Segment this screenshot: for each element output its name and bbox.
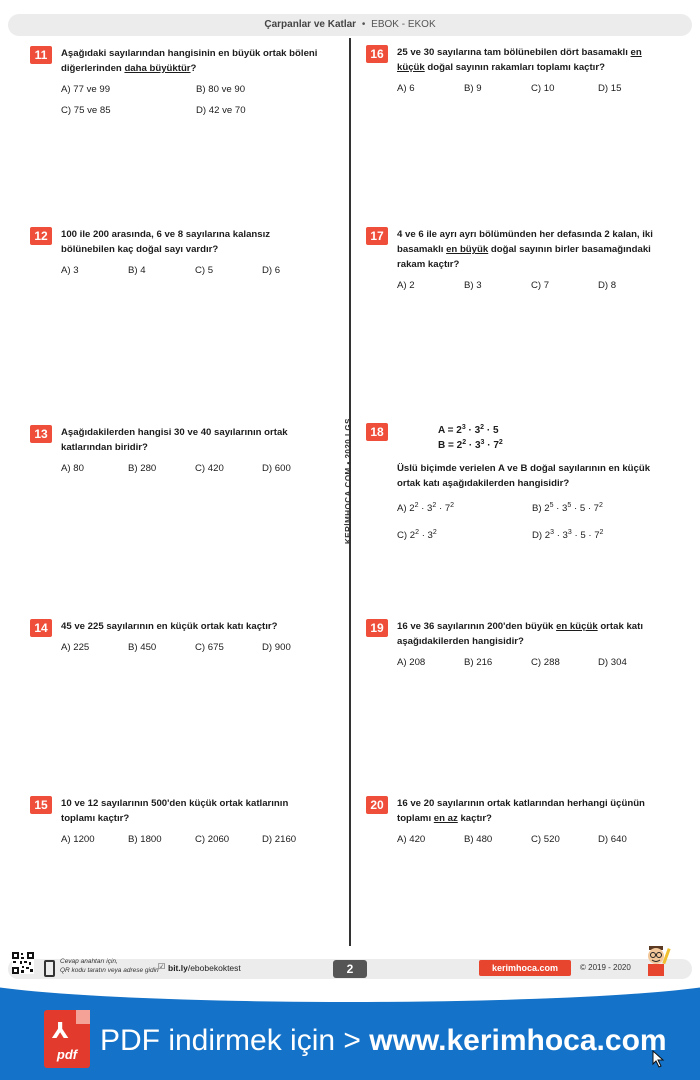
phone-icon — [44, 960, 55, 977]
question-number: 17 — [366, 227, 388, 245]
question-text: 45 ve 225 sayılarının en küçük ortak katı kaçtır? — [61, 621, 278, 632]
question-15 — [30, 796, 320, 853]
question-text: 4 ve 6 ile ayrı ayrı bölümünden her defasında 2 kalan, iki basamaklı en büyük doğal sayının birler basamağındaki rakam kaçtır? — [397, 229, 653, 270]
side-watermark: KERİMHOCA.COM • 2020 LGS — [344, 418, 353, 544]
option-d[interactable]: D) 600 — [262, 463, 291, 474]
option-c[interactable]: C) 5 — [195, 265, 214, 276]
option-d[interactable]: D) 6 — [262, 265, 281, 276]
question-16 — [366, 45, 656, 102]
question-text: 16 ve 20 sayılarının ortak katlarından herhangi üçünün toplamı en az kaçtır? — [397, 798, 645, 824]
mascot-icon — [639, 942, 671, 978]
option-c[interactable]: C) 7 — [531, 280, 550, 291]
option-d[interactable]: D) 15 — [598, 83, 622, 94]
option-d[interactable]: D) $2^3 \cdot 3^3 \cdot 5 \cdot 7^2$ — [532, 529, 604, 541]
option-d[interactable]: D) 640 — [598, 834, 627, 845]
option-a[interactable]: A) $2^2 \cdot 3^2 \cdot 7^2$ — [397, 502, 455, 514]
question-number: 20 — [366, 796, 388, 814]
answer-options — [61, 640, 320, 655]
question-20 — [366, 796, 656, 853]
option-a[interactable]: A) 2 — [397, 280, 415, 291]
brand-badge[interactable]: kerimhoca.com — [479, 960, 571, 976]
question-number: 19 — [366, 619, 388, 637]
option-b[interactable]: B) 3 — [464, 280, 482, 291]
question-text: 25 ve 30 sayılarına tam bölünebilen dört basamaklı en küçük doğal sayının rakamları toplamı kaçtır? — [397, 47, 642, 73]
banner-text[interactable]: PDF indirmek için > www.kerimhoca.com — [100, 1024, 667, 1057]
option-a[interactable]: A) 1200 — [61, 834, 95, 845]
option-a[interactable]: A) 77 ve 99 — [61, 84, 111, 95]
answer-options — [61, 263, 320, 278]
formula-b: $B = 2^2 \cdot 3^3 \cdot 7^2$ — [438, 439, 503, 451]
option-c[interactable]: C) 2060 — [195, 834, 230, 845]
question-text: Üslü biçimde verielen A ve B doğal sayılarının en küçük ortak katı aşağıdakilerden hangisidir? — [397, 463, 651, 489]
answer-key-link[interactable]: bit.ly/ebobekoktest — [168, 963, 241, 973]
copyright: © 2019 - 2020 — [580, 963, 631, 972]
option-c[interactable]: C) 10 — [531, 83, 555, 94]
question-13 — [30, 425, 320, 482]
option-b[interactable]: B) 9 — [464, 83, 482, 94]
question-19 — [366, 619, 656, 676]
option-c[interactable]: C) 520 — [531, 834, 560, 845]
question-number: 14 — [30, 619, 52, 637]
page-number: 2 — [333, 960, 367, 978]
option-a[interactable]: A) 225 — [61, 642, 90, 653]
option-b[interactable]: B) 450 — [128, 642, 157, 653]
option-b[interactable]: B) $2^5 \cdot 3^5 \cdot 5 \cdot 7^2$ — [532, 502, 603, 514]
option-b[interactable]: B) 1800 — [128, 834, 162, 845]
question-17 — [366, 227, 656, 299]
answer-options — [61, 832, 320, 847]
option-d[interactable]: D) 900 — [262, 642, 291, 653]
option-d[interactable]: D) 8 — [598, 280, 617, 291]
page-header — [8, 14, 692, 36]
answer-options — [61, 461, 320, 476]
question-number: 18 — [366, 423, 388, 441]
option-b[interactable]: B) 80 ve 90 — [196, 84, 246, 95]
cursor-icon — [652, 1050, 666, 1068]
answer-options — [397, 81, 656, 96]
checkmark-icon: ☑ — [158, 962, 166, 971]
formula-a: $A = 2^3 \cdot 3^2 \cdot 5$ — [438, 424, 499, 436]
option-d[interactable]: D) 2160 — [262, 834, 297, 845]
option-c[interactable]: C) 420 — [195, 463, 224, 474]
header-topic: Çarpanlar ve Katlar — [264, 19, 357, 30]
answer-options — [61, 82, 320, 118]
option-a[interactable]: A) 208 — [397, 657, 426, 668]
option-b[interactable]: B) 4 — [128, 265, 146, 276]
option-c[interactable]: C) $2^2 \cdot 3^2$ — [397, 529, 437, 541]
question-text: 16 ve 36 sayılarının 200'den büyük en küçük ortak katı aşağıdakilerden hangisidir? — [397, 621, 643, 647]
banner-curve — [0, 986, 700, 1002]
question-text: 10 ve 12 sayılarının 500'den küçük ortak katlarının toplamı kaçtır? — [61, 798, 289, 824]
option-d[interactable]: D) 42 ve 70 — [196, 105, 246, 116]
question-12 — [30, 227, 320, 284]
option-d[interactable]: D) 304 — [598, 657, 627, 668]
pdf-icon[interactable]: ⅄ pdf — [44, 1010, 90, 1068]
answer-options — [397, 655, 656, 670]
question-number: 11 — [30, 46, 52, 64]
option-a[interactable]: A) 3 — [61, 265, 79, 276]
question-number: 12 — [30, 227, 52, 245]
header-subtitle: EBOK - EKOK — [371, 19, 436, 30]
option-a[interactable]: A) 420 — [397, 834, 426, 845]
question-18 — [366, 423, 656, 549]
answer-options — [397, 832, 656, 847]
footer-note: Cevap anahtarı için, QR kodu taratın veya adrese gidin — [60, 958, 159, 974]
option-c[interactable]: C) 675 — [195, 642, 224, 653]
option-b[interactable]: B) 280 — [128, 463, 157, 474]
header-separator: • — [361, 19, 366, 30]
question-text: 100 ile 200 arasında, 6 ve 8 sayılarına kalansız bölünebilen kaç doğal sayı vardır? — [61, 229, 271, 255]
answer-options — [397, 278, 656, 293]
option-a[interactable]: A) 6 — [397, 83, 415, 94]
option-a[interactable]: A) 80 — [61, 463, 84, 474]
qr-code-icon[interactable] — [12, 952, 34, 974]
question-text: Aşağıdaki sayılarından hangisinin en büyük ortak böleni diğerlerinden daha büyüktür? — [61, 48, 318, 74]
question-number: 16 — [366, 45, 388, 63]
option-c[interactable]: C) 288 — [531, 657, 560, 668]
option-b[interactable]: B) 216 — [464, 657, 493, 668]
option-c[interactable]: C) 75 ve 85 — [61, 105, 111, 116]
option-b[interactable]: B) 480 — [464, 834, 493, 845]
question-number: 15 — [30, 796, 52, 814]
question-number: 13 — [30, 425, 52, 443]
question-14 — [30, 619, 320, 661]
question-text: Aşağıdakilerden hangisi 30 ve 40 sayılarının ortak katlarından biridir? — [61, 427, 288, 453]
formula-block — [438, 423, 656, 453]
answer-options — [397, 501, 656, 543]
question-11 — [30, 46, 320, 124]
